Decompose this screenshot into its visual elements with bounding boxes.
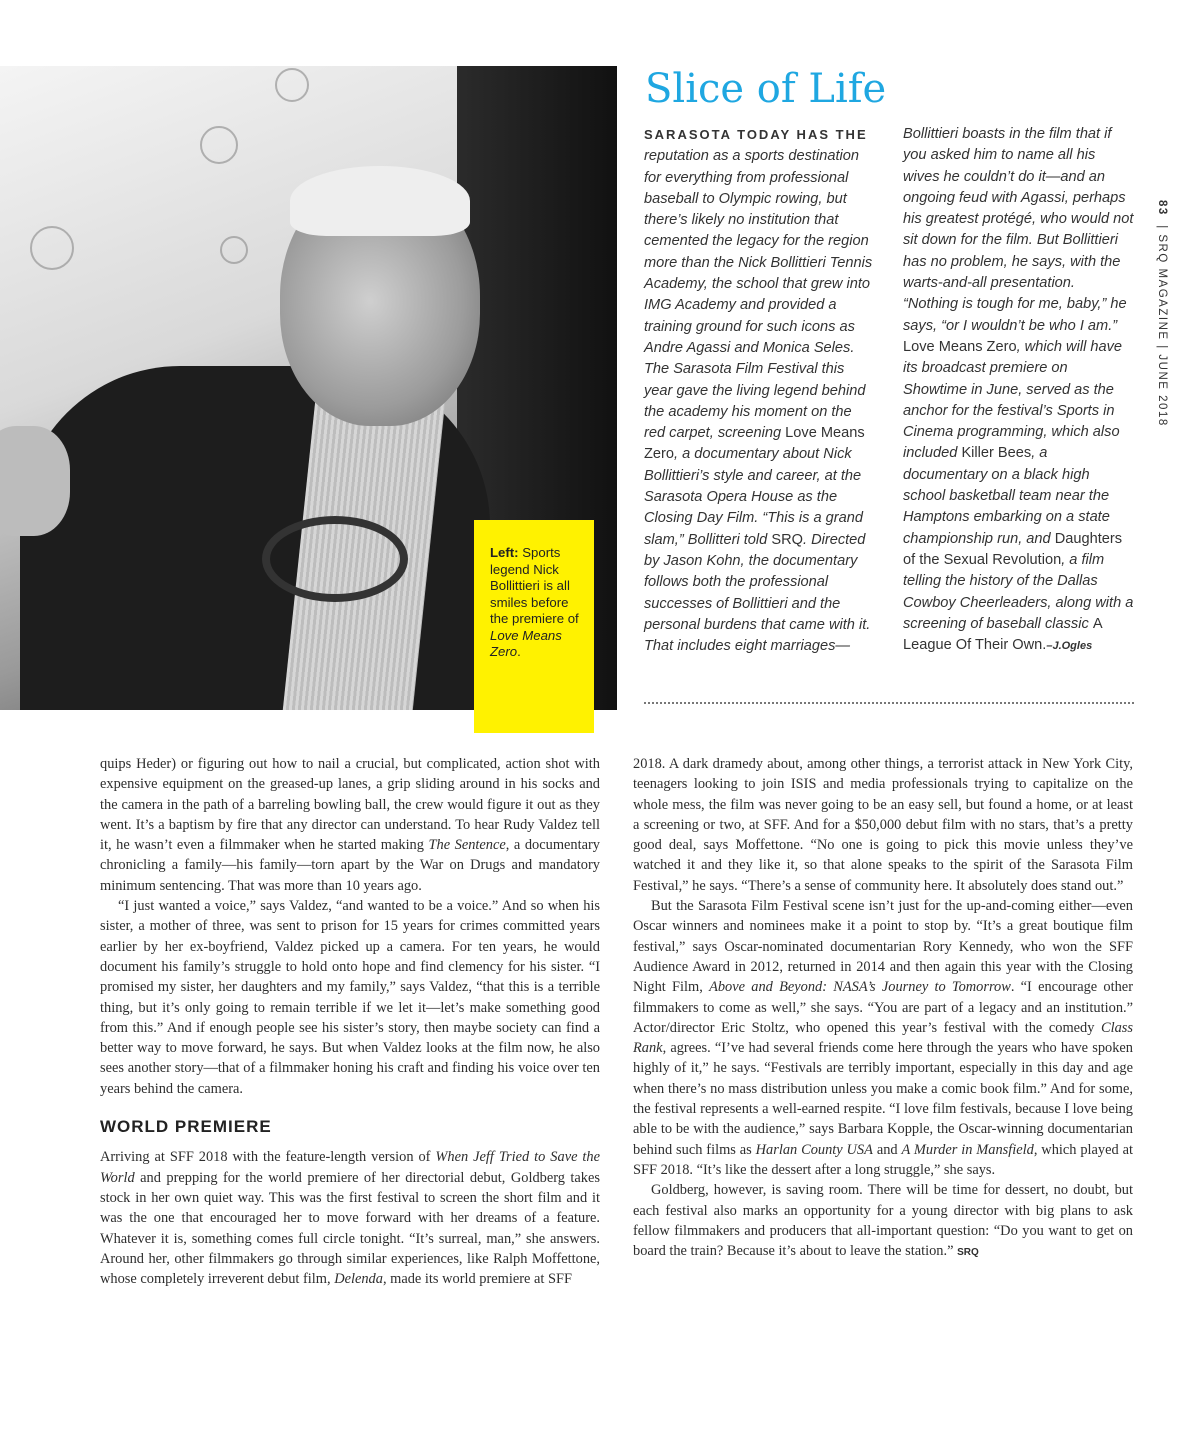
text-run: quips Heder) or figuring out how to nail a crucial, but complicated, action shot with expensive equipment on the greased-up lanes, a grip sliding around in his socks and the camera in the path of a barreling bowling ball, the crew would figure it out as they went. It’s a baptism by fire that any director can understand. To hear Rudy Valdez tell it, he wasn’t even a filmmaker when he started making [100, 756, 600, 854]
sidebar-text: reputation as a sports destination for everything from professional baseball to Olympic rowing, but there’s likely no institution that cemented the legacy for the region more than the Nick Bollittieri Tennis Academy, the school that grew into IMG Academy and provided a training ground for such icons as Andre Agassi and Monica Seles. The Sarasota Film Festival this year gave the living legend behind the academy his moment on the red carpet, screening [644, 148, 873, 442]
sidebar-magazine-name: SRQ [771, 531, 803, 548]
wall-logo-icon [275, 68, 309, 102]
wall-logo-icon [200, 126, 238, 164]
sidebar-text: , a documentary about Nick Bollittieri’s style and career, at the Sarasota Opera House as the Closing Day Film. “This is a grand slam,” Bollitteri told [644, 446, 863, 548]
sidebar-film-title: Daughters of the Sexual Revolution [903, 530, 1123, 568]
sidebar-text: , a film telling the history of the Dallas Cowboy Cheerleaders, along with a screening of baseball classic [903, 551, 1134, 632]
wall-logo-icon [30, 226, 74, 270]
text-run: and [876, 1141, 898, 1158]
article-column-right [633, 754, 1133, 1263]
paragraph [633, 1180, 1133, 1263]
folio-text: | SRQ MAGAZINE | JUNE 2018 [1156, 225, 1168, 427]
film-title: Harlan County USA [755, 1141, 873, 1158]
text-run: , a documentary chronicling a family—his family—torn apart by the War on Drugs and mandatory minimum sentencing. That was more than 10 years ago. [100, 837, 600, 894]
sidebar-text: . [1042, 637, 1047, 654]
sidebar-text: . Directed by Jason Kohn, the documentary follows both the professional successes of Bollittieri and the personal burdens that came with it. That includes eight marriages—Bollittieri boasts in the film that if you asked him to name all his wives he couldn’t do it—and an ongoing feud with Agassi, perhaps his greatest protégé, who would not sit down for the film. But Bollittieri has no problem, he says, with the warts-and-all presentation. “Nothing is tough for me, baby,” he says, “or I wouldn’t be who I am.” [644, 126, 1134, 655]
paragraph [100, 754, 600, 896]
sidebar-lead: SARASOTA TODAY HAS THE [644, 127, 868, 142]
text-run: , agrees. “I’ve had several friends come here through the years who have spoken highly of it,” he says. “Festivals are terribly important, especially in this day and age when there’s no mass distribution unless you make a comic book film.” And for some, the festival represents a well-earned respite. “I love film festivals, because I love being able to be with the audience,” says Barbara Kopple, the Oscar-winning documentarian behind such films as [633, 1040, 1133, 1158]
film-title: Above and Beyond: NASA’s Journey to Tomorrow [709, 979, 1011, 996]
sidebar-text: , which will have its broadcast premiere on Showtime in June, served as the anchor for the festival’s Sports in Cinema programming, which also included [903, 338, 1123, 462]
sidebar-film-title: Killer Bees [961, 445, 1032, 462]
sidebar-byline: –J.Ogles [1046, 640, 1093, 653]
sidebar-body [644, 124, 1134, 679]
page-number: 83 [1156, 200, 1168, 216]
paragraph [633, 896, 1133, 1180]
hand [0, 426, 70, 536]
article-column-left [100, 754, 600, 1289]
sidebar-film-title: Love Means Zero [644, 425, 865, 463]
caption-film: Love Means Zero [490, 627, 562, 659]
film-title: When Jeff Tried to Save the World [100, 1149, 600, 1186]
film-title: Delenda [334, 1271, 383, 1288]
film-title: A Murder in Mansfield [901, 1141, 1034, 1158]
paragraph [100, 1147, 600, 1289]
text-run: But the Sarasota Film Festival scene isn’t just for the up-and-coming either—even Oscar winners and nominees make it a point to stop by. “It’s a great boutique film festival,” says Oscar-nominated documentarian Rory Kennedy, who won the SFF Audience Award in 2012, returned in 2014 and then again this year with the Closing Night Film, [633, 898, 1133, 996]
caption-label: Left: [490, 545, 519, 560]
sidebar-film-title: Love Means Zero [903, 338, 1017, 355]
paragraph: “I just wanted a voice,” says Valdez, “and wanted to be a voice.” And so when his sister, a mother of three, was sent to prison for 15 years for crimes committed years earlier by her ex-boyfriend, Valdez picked up a camera. For ten years, he would document his family’s struggle to hold onto hope and find clemency for his sister. “I promised my sister, her daughters and my family,” says Valdez, “that this is a terrible thing, but it’s only going to remain terrible if we let it—let’s make something good from this.” And if enough people see his sister’s story, then maybe society can find a better way to move forward, he says. But when Valdez looks at the film now, he also sees another story—that of a filmmaker honing his craft and finding his voice over ten years behind the camera. [100, 898, 600, 1097]
caption-end: . [517, 644, 521, 659]
sidebar-title: Slice of Life [645, 66, 887, 112]
film-title: Class Rank [633, 1019, 1133, 1057]
section-heading: WORLD PREMIERE [100, 1117, 272, 1137]
photo-caption [474, 520, 594, 733]
text-run: Goldberg, however, is saving room. There will be time for dessert, no doubt, but each festival also marks an opportunity for a young director with big plans to ask fellow filmmakers and producers that all-important question: “Do you want to get on board the train? Because it’s about to leave the station.” [633, 1182, 1133, 1260]
paragraph: 2018. A dark dramedy about, among other things, a terrorist attack in New York City, teenagers looking to join ISIS and media professionals trying to capitalize on the whole mess, the film was never going to be an easy sell, but found a home, or at least a screening or two, at SFF. And for a $50,000 debut film with no stars, that’s a pretty good deal, says Moffettone. “No one is going to pick this movie unless they’ve watched it and they like it, so that alone speaks to the spirit of the Sarasota Film Festival,” he says. “There’s a sense of community here. It absolutely does stand out.” [633, 756, 1133, 894]
text-run: Arriving at SFF 2018 with the feature-length version of [100, 1149, 431, 1166]
end-mark: SRQ [957, 1247, 979, 1259]
text-run: , made its world premiere at SFF [382, 1271, 572, 1288]
sidebar-film-title: A League Of Their Own [903, 615, 1102, 654]
text-run: , which played at SFF 2018. “It’s like the dessert after a long struggle,” she says. [633, 1141, 1133, 1178]
film-title: The Sentence [428, 837, 506, 854]
hair [290, 166, 470, 236]
caption-text: Sports legend Nick Bollittieri is all smiles before the premiere of [490, 545, 579, 626]
wall-logo-icon [220, 236, 248, 264]
sunglasses [262, 516, 408, 602]
text-run: and prepping for the world premiere of her directorial debut, Goldberg takes stock in her own quiet way. This was the first festival to screen the short film and it was the one that encouraged her to move forward with her dreams of a feature. Whatever it is, something comes full circle tonight. “It’s surreal, man,” she answers. Around her, other filmmakers go through similar experiences, like Ralph Moffettone, whose completely irreverent debut film, [100, 1169, 600, 1288]
page-folio [1146, 200, 1174, 460]
text-run: . “I encourage other filmmakers to come as well,” she says. “You are part of a legacy and an institution.” Actor/director Eric Stoltz, who opened this year’s festival with the comedy [633, 979, 1133, 1036]
sidebar-divider [644, 702, 1134, 704]
sidebar-text: , a documentary on a black high school basketball team near the Hamptons embarking on a state championship run, and [903, 445, 1110, 547]
